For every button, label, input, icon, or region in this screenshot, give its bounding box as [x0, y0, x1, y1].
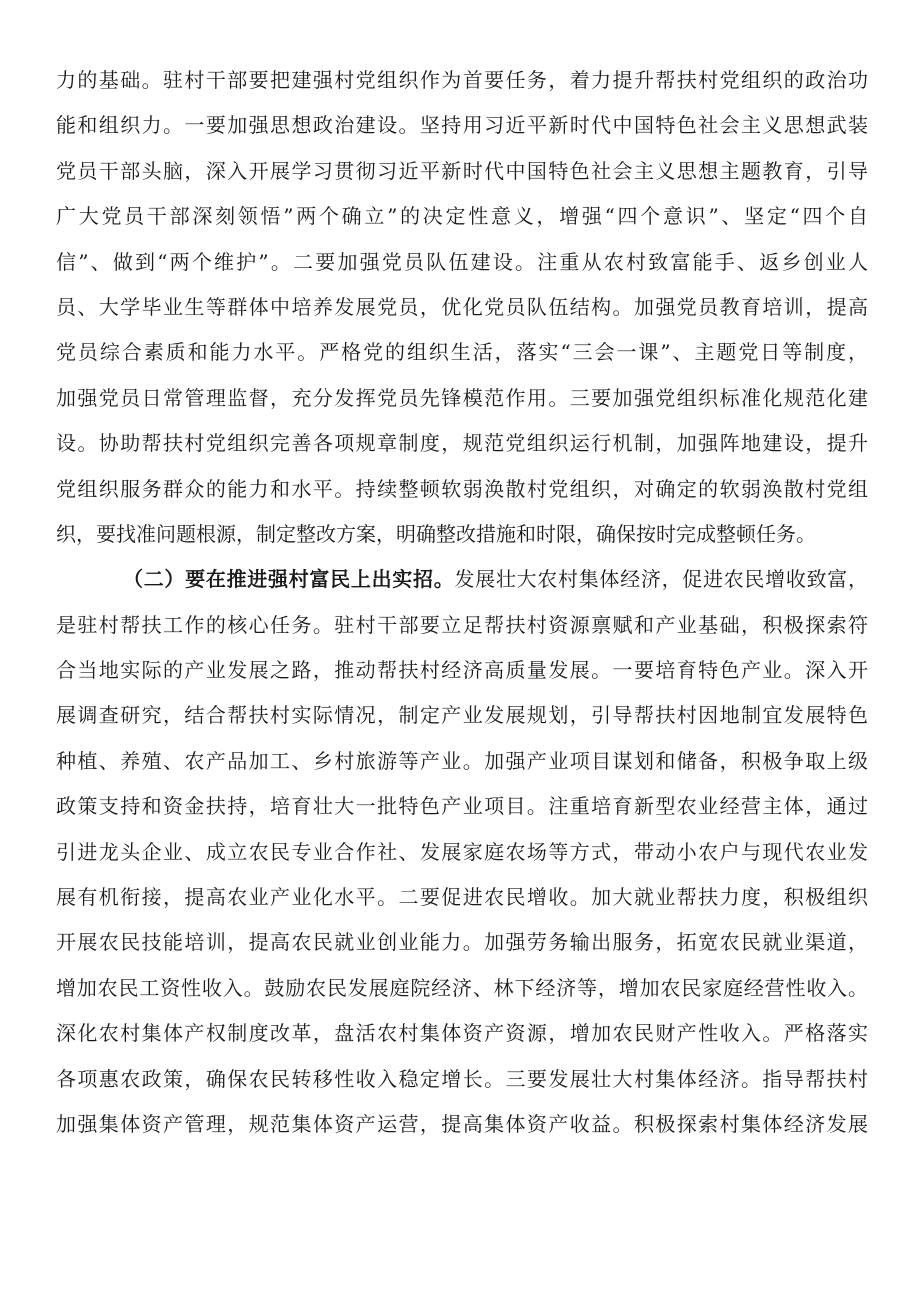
- text-line: 织，要找准问题根源，制定整改方案，明确整改措施和时限，确保按时完成整顿任务。: [56, 521, 816, 546]
- text-line: 展调查研究，结合帮扶村实际情况，制定产业发展规划，引导帮扶村因地制宜发展特色: [56, 703, 868, 728]
- text-line: 广大党员干部深刻领悟”两个确立”的决定性意义，增强“四个意识”、坚定“四个自: [56, 204, 868, 229]
- text-line: 员、大学毕业生等群体中培养发展党员，优化党员队伍结构。加强党员教育培训，提高: [56, 294, 868, 319]
- text-line: 引进龙头企业、成立农民专业合作社、发展家庭农场等方式，带动小农户与现代农业发: [56, 839, 868, 864]
- document-body: [56, 58, 868, 1147]
- text-line: 党组织服务群众的能力和水平。持续整顿软弱涣散村党组织，对确定的软弱涣散村党组: [56, 476, 868, 501]
- text-line: 增加农民工资性收入。鼓励农民发展庭院经济、林下经济等，增加农民家庭经营性收入。: [56, 975, 868, 1000]
- text-line: 政策支持和资金扶持，培育壮大一批特色产业项目。注重培育新型农业经营主体，通过: [56, 794, 868, 819]
- text-line: 设。协助帮扶村党组织完善各项规章制度，规范党组织运行机制，加强阵地建设，提升: [56, 431, 868, 456]
- section-heading: （二）要在推进强村富民上出实招。: [123, 567, 455, 592]
- section-first-line-text: 发展壮大农村集体经济，促进农民增收致富，: [454, 567, 869, 592]
- text-line: 各项惠农政策，确保农民转移性收入稳定增长。三要发展壮大村集体经济。指导帮扶村: [56, 1066, 868, 1091]
- text-line: 能和组织力。一要加强思想政治建设。坚持用习近平新时代中国特色社会主义思想武装: [56, 113, 868, 138]
- text-line: 加强集体资产管理，规范集体资产运营，提高集体资产收益。积极探索村集体经济发展: [56, 1111, 868, 1136]
- text-line: 合当地实际的产业发展之路，推动帮扶村经济高质量发展。一要培育特色产业。深入开: [56, 658, 868, 683]
- section-heading-line: [56, 557, 868, 602]
- text-line: 展有机衔接，提高农业产业化水平。二要促进农民增收。加大就业帮扶力度，积极组织: [56, 885, 868, 910]
- text-line: 党员干部头脑，深入开展学习贯彻习近平新时代中国特色社会主义思想主题教育，引导: [56, 158, 868, 183]
- text-line: 是驻村帮扶工作的核心任务。驻村干部要立足帮扶村资源禀赋和产业基础，积极探索符: [56, 612, 868, 637]
- text-line: 信”、做到“两个维护”。二要加强党员队伍建设。注重从农村致富能手、返乡创业人: [56, 249, 868, 274]
- text-line: 深化农村集体产权制度改革，盘活农村集体资产资源，增加农民财产性收入。严格落实: [56, 1021, 868, 1046]
- text-line: 党员综合素质和能力水平。严格党的组织生活，落实“三会一课”、主题党日等制度，: [56, 340, 868, 365]
- text-line: 力的基础。驻村干部要把建强村党组织作为首要任务，着力提升帮扶村党组织的政治功: [56, 68, 868, 92]
- text-line: 加强党员日常管理监督，充分发挥党员先锋模范作用。三要加强党组织标准化规范化建: [56, 385, 868, 410]
- text-line: 种植、养殖、农产品加工、乡村旅游等产业。加强产业项目谋划和储备，积极争取上级: [56, 748, 868, 773]
- text-line: 开展农民技能培训，提高农民就业创业能力。加强劳务输出服务，拓宽农民就业渠道，: [56, 930, 868, 955]
